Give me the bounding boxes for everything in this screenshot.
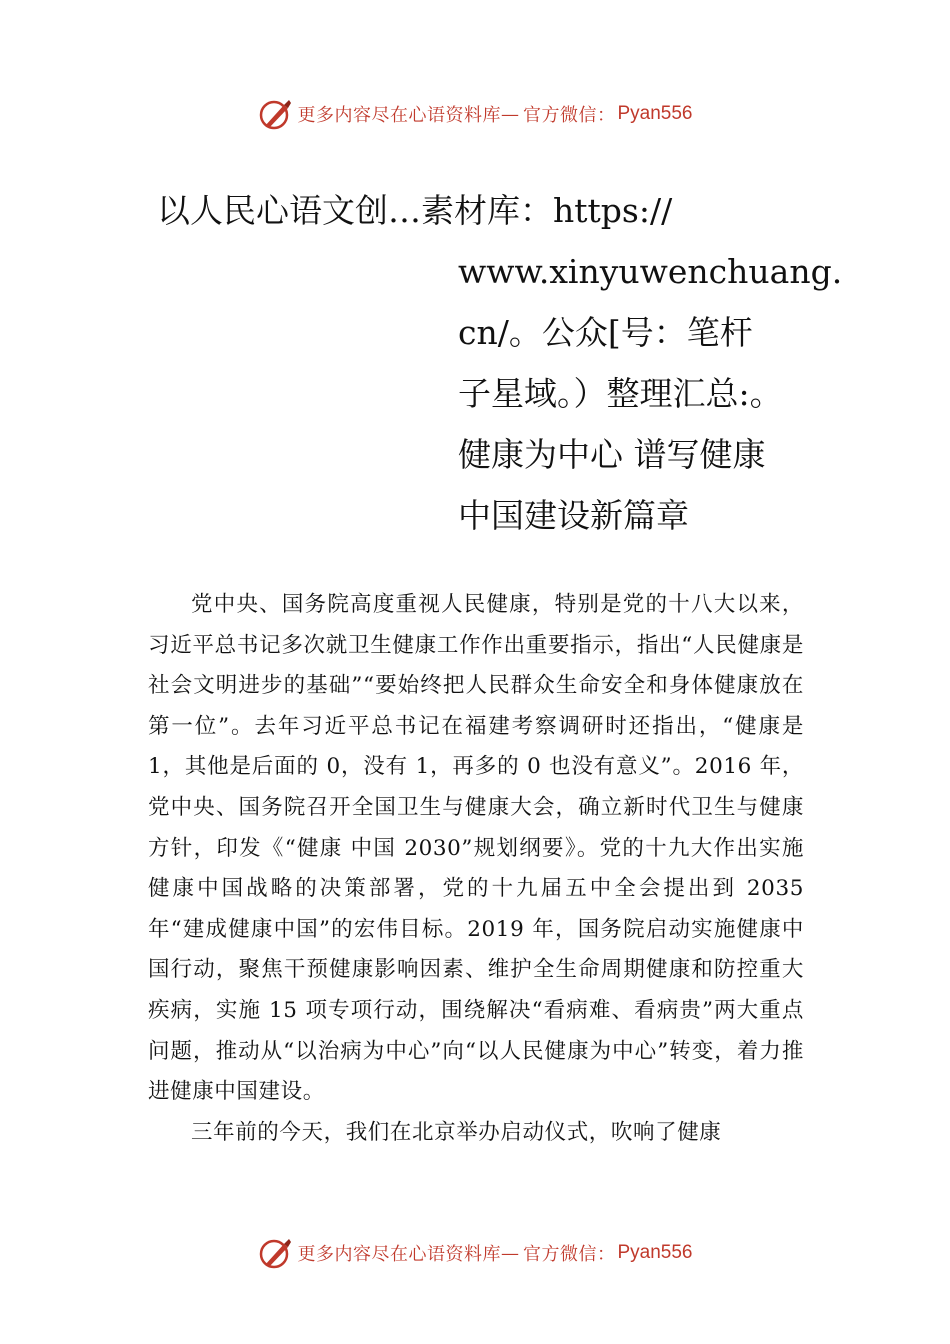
banner-site-text: 更多内容尽在心语资料库 (297, 1244, 501, 1265)
banner-site-text: 更多内容尽在心语资料库 (297, 105, 501, 126)
title-line-2: www.xinyuwenchuang. (458, 252, 843, 291)
paragraph-2: 三年前的今天，我们在北京举办启动仪式，吹响了健康 (191, 1119, 722, 1145)
pen-logo-icon (257, 1235, 293, 1271)
banner-wechat-id: Pyan556 (617, 103, 693, 124)
banner-wechat-id: Pyan556 (617, 1242, 693, 1263)
title-line-1: 以人民心语文创…素材库：https:// (157, 191, 673, 230)
document-body (148, 585, 804, 1153)
footer-banner (0, 1233, 950, 1273)
banner-separator: — (500, 103, 519, 125)
banner-wechat-label: 官方微信： (522, 1244, 616, 1265)
title-line-6: 中国建设新篇章 (458, 496, 689, 535)
header-banner (0, 94, 950, 134)
title-line-5: 健康为中心 谱写健康 (458, 435, 766, 474)
banner-wechat-label: 官方微信： (522, 105, 616, 126)
banner-separator: — (500, 1242, 519, 1264)
title-line-4: 子星域。）整理汇总:。 (458, 374, 783, 413)
title-line-3: cn/。公众[号：笔杆 (458, 313, 753, 352)
pen-logo-icon (257, 96, 293, 132)
paragraph-1: 党中央、国务院高度重视人民健康，特别是党的十八大以来，习近平总书记多次就卫生健康工作作出重要指示，指出“人民健康是社会文明进步的基础”“要始终把人民群众生命安全和身体健康放在第一位”。去年习近平总书记在福建考察调研时还指出，“健康是 1，其他是后面的 0，没有 1，再多的 0 也没有意义”。2016 年，党中央、国务院召开全国卫生与健康大会，确立新时代卫生与健康方针，印发《“健康 中国 2030”规划纲要》。党的十九大作出实施健康中国战略的决策部署，党的十九届五中全会提出到 2035 年“建成健康中国”的宏伟目标。2019 年，国务院启动实施健康中国行动，聚焦干预健康影响因素、维护全生命周期健康和防控重大疾病，实施 15 项专项行动，围绕解决“看病难、看病贵”两大重点问题，推动从“以治病为中心”向“以人民健康为中心”转变，着力推进健康中国建设。 (148, 592, 804, 1105)
